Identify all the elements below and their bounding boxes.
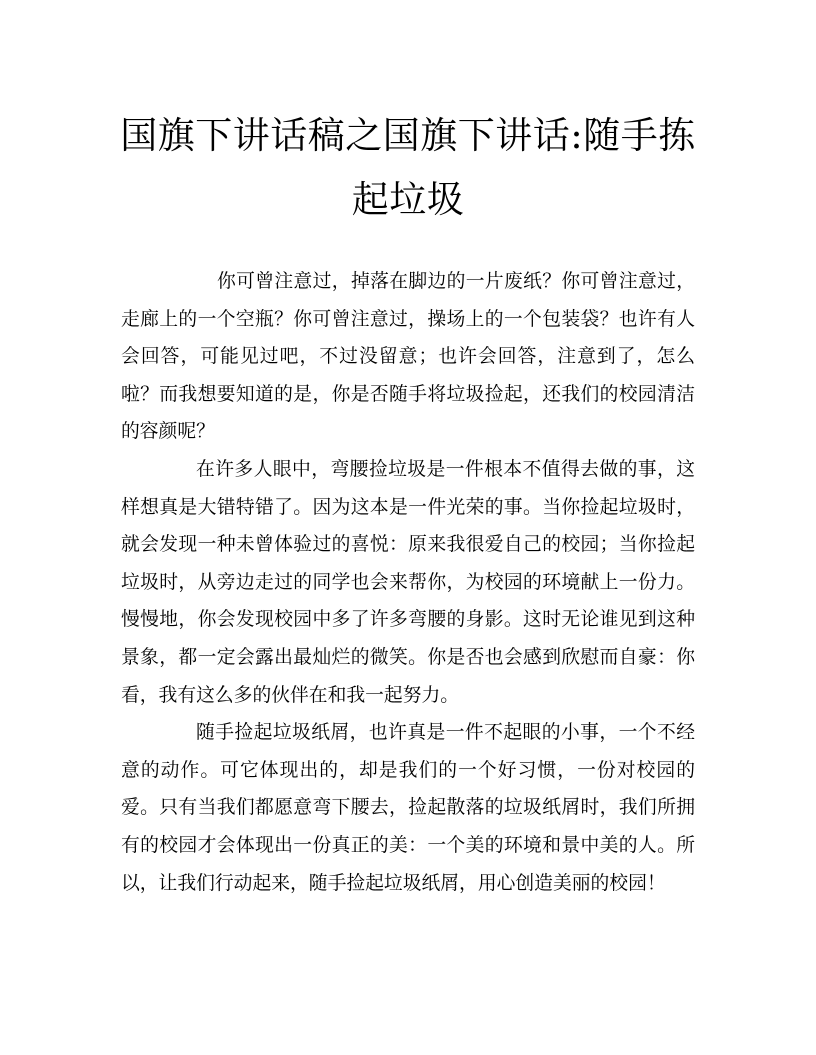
paragraph-3: 随手捡起垃圾纸屑，也许真是一件不起眼的小事，一个不经意的动作。可它体现出的，却是我们的一个好习惯，一份对校园的爱。只有当我们都愿意弯下腰去，捡起散落的垃圾纸屑时，我们所拥有的校园才会体现出一份真正的美：一个美的环境和景中美的人。所以，让我们行动起来，随手捡起垃圾纸屑，用心创造美丽的校园！	[121, 722, 695, 894]
paragraph-2: 在许多人眼中，弯腰捡垃圾是一件根本不值得去做的事，这样想真是大错特错了。因为这本是一件光荣的事。当你捡起垃圾时，就会发现一种未曾体验过的喜悦：原来我很爱自己的校园；当你捡起垃圾时，从旁边走过的同学也会来帮你，为校园的环境献上一份力。慢慢地，你会发现校园中多了许多弯腰的身影。这时无论谁见到这种景象，都一定会露出最灿烂的微笑。你是否也会感到欣慰而自豪：你看，我有这么多的伙伴在和我一起努力。	[121, 458, 695, 706]
paragraph-1: 你可曾注意过，掉落在脚边的一片废纸？你可曾注意过，走廊上的一个空瓶？你可曾注意过，操场上的一个包装袋？也许有人会回答，可能见过吧，不过没留意；也许会回答，注意到了，怎么啦？而我想要知道的是，你是否随手将垃圾捡起，还我们的校园清洁的容颜呢？	[121, 271, 695, 443]
document-body	[121, 263, 695, 902]
document-title: 国旗下讲话稿之国旗下讲话:随手拣起垃圾	[120, 114, 696, 221]
